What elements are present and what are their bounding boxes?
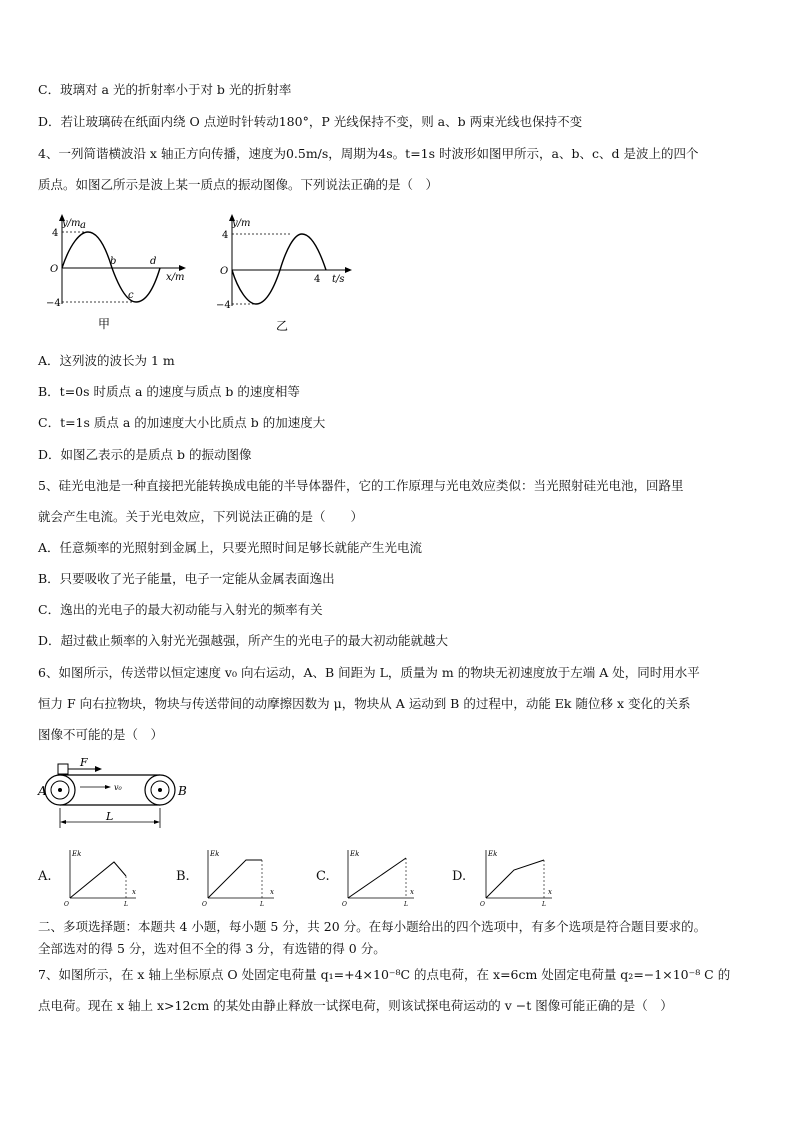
graph-c-ylabel: Ek	[350, 850, 360, 858]
graph-a-xlabel: x	[132, 888, 136, 896]
q6-option-c-label: C.	[316, 869, 330, 884]
graph-c-xlabel: x	[410, 888, 414, 896]
q4-option-c: C．t=1s 质点 a 的加速度大小比质点 b 的加速度大	[38, 415, 326, 430]
q7-stem-line1: 7、如图所示，在 x 轴上坐标原点 O 处固定电荷量 q₁=+4×10⁻⁸C 的点电荷，在 x=6cm 处固定电荷量 q₂=−1×10⁻⁸ C 的	[38, 967, 731, 982]
q4-stem-line1: 4、一列简谐横波沿 x 轴正方向传播，速度为0.5m/s，周期为4s。t=1s 时波形如图甲所示，a、b、c、d 是波上的四个	[38, 146, 699, 161]
section2-line1: 二、多项选择题：本题共 4 小题，每小题 5 分，共 20 分。在每小题给出的四个选项中，有多个选项是符合题目要求的。	[38, 919, 707, 934]
jia-ypos: 4	[52, 228, 59, 239]
graph-b-ylabel: Ek	[210, 850, 220, 858]
graph-d-ylabel: Ek	[488, 850, 498, 858]
wave-figure-jia	[40, 208, 190, 338]
q6-option-b-label: B.	[176, 869, 190, 884]
q6-stem-line1: 6、如图所示，传送带以恒定速度 v₀ 向右运动，A、B 间距为 L，质量为 m 的物块无初速度放于左端 A 处，同时用水平	[38, 665, 700, 680]
point-b-label: b	[110, 256, 117, 267]
jia-xlabel: x/m	[166, 272, 185, 283]
graph-b-origin: O	[202, 901, 207, 908]
graph-a-origin: O	[64, 901, 69, 908]
q5-option-c: C．逸出的光电子的最大初动能与入射光的频率有关	[38, 602, 323, 617]
yi-xlabel: t/s	[332, 274, 345, 285]
q5-option-a: A．任意频率的光照射到金属上，只要光照时间足够长就能产生光电流	[38, 540, 423, 555]
q3-option-d: D．若让玻璃砖在纸面内绕 O 点逆时针转动180°，P 光线保持不变，则 a、b 两束光线也保持不变	[38, 114, 583, 129]
q4-option-a: A．这列波的波长为 1 m	[38, 353, 175, 368]
graph-d-tick: L	[542, 901, 546, 908]
fig-jia-caption: 甲	[98, 317, 111, 331]
q6-stem-line2: 恒力 F 向右拉物块，物块与传送带间的动摩擦因数为 μ，物块从 A 运动到 B 的过程中，动能 Ek 随位移 x 变化的关系	[38, 696, 691, 711]
q4-option-b: B．t=0s 时质点 a 的速度与质点 b 的速度相等	[38, 384, 300, 399]
q6-option-d-label: D.	[452, 869, 467, 884]
q6-stem-line3: 图像不可能的是（ ）	[38, 727, 164, 742]
force-label: F	[80, 758, 88, 769]
velocity-label: v₀	[114, 783, 122, 792]
point-d-label: d	[150, 256, 157, 267]
q6-option-a-label: A.	[38, 869, 52, 884]
graph-b-xlabel: x	[270, 888, 274, 896]
q7-stem-line2: 点电荷。现在 x 轴上 x>12cm 的某处由静止释放一试探电荷，则该试探电荷运动的 v −t 图像可能正确的是（ ）	[38, 998, 673, 1013]
graph-a-ylabel: Ek	[72, 850, 82, 858]
yi-tick-4: 4	[314, 274, 321, 285]
yi-ylabel: y/m	[232, 218, 251, 229]
q6-graph-c	[340, 846, 420, 908]
point-A-label: A	[38, 784, 47, 798]
yi-yneg: −4	[216, 300, 231, 311]
q6-graph-d	[478, 846, 558, 908]
graph-b-tick: L	[260, 901, 264, 908]
conveyor-belt-figure	[36, 758, 196, 832]
q5-stem-line2: 就会产生电流。关于光电效应，下列说法正确的是（ ）	[38, 509, 364, 524]
q4-stem-line2: 质点。如图乙所示是波上某一质点的振动图像。下列说法正确的是（ ）	[38, 177, 439, 192]
section2-line2: 全部选对的得 5 分，选对但不全的得 3 分，有选错的得 0 分。	[38, 941, 386, 956]
graph-d-xlabel: x	[548, 888, 552, 896]
length-label: L	[106, 810, 114, 823]
vibration-figure-yi	[210, 208, 360, 338]
jia-origin: O	[50, 264, 59, 275]
jia-ylabel: y/m	[62, 218, 81, 229]
q5-option-d: D．超过截止频率的入射光光强越强，所产生的光电子的最大初动能就越大	[38, 633, 449, 648]
yi-origin: O	[220, 266, 229, 277]
graph-a-tick: L	[124, 901, 128, 908]
q4-option-d: D．如图乙表示的是质点 b 的振动图像	[38, 447, 252, 462]
point-a-label: a	[80, 220, 86, 231]
point-B-label: B	[178, 784, 187, 798]
point-c-label: c	[128, 290, 134, 301]
graph-d-origin: O	[480, 901, 485, 908]
fig-yi-caption: 乙	[276, 319, 289, 333]
graph-c-tick: L	[404, 901, 408, 908]
q3-option-c: C．玻璃对 a 光的折射率小于对 b 光的折射率	[38, 82, 292, 97]
jia-yneg: −4	[46, 298, 61, 309]
q5-option-b: B．只要吸收了光子能量，电子一定能从金属表面逸出	[38, 571, 335, 586]
q5-stem-line1: 5、硅光电池是一种直接把光能转换成电能的半导体器件，它的工作原理与光电效应类似：当光照射硅光电池，回路里	[38, 478, 684, 493]
q6-graph-a	[62, 846, 142, 908]
graph-c-origin: O	[342, 901, 347, 908]
q6-graph-b	[200, 846, 280, 908]
yi-ypos: 4	[222, 230, 229, 241]
